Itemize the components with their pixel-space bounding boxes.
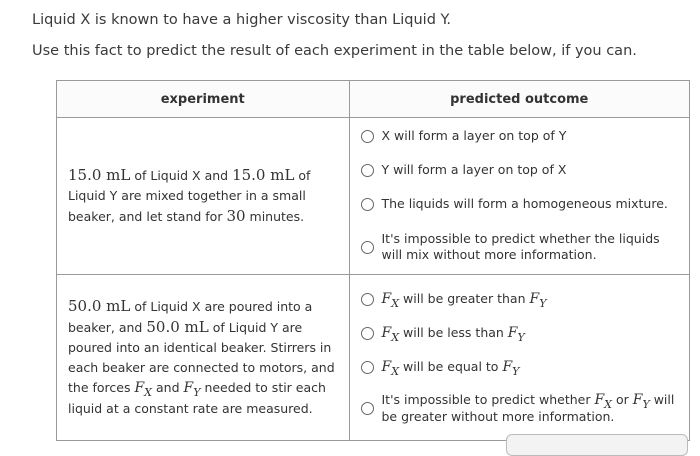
outcome-2-option-b[interactable]: FX will be less than FY	[351, 317, 689, 351]
outcome-1-cell	[349, 118, 690, 275]
intro-line-1: Liquid X is known to have a higher viscosity than Liquid Y.	[32, 12, 452, 28]
experiment-2-text: 50.0 mL of Liquid X are poured into a beaker, and 50.0 mL of Liquid Y are poured into an identical beaker. Stirrers in each beaker are connected to motors, and the forces FX and FY needed to stir each liquid at a constant rate are measured.	[68, 297, 335, 416]
bottom-panel-tab[interactable]	[506, 434, 688, 456]
experiment-1-cell	[57, 118, 350, 275]
outcome-1-option-a[interactable]: X will form a layer on top of Y	[351, 119, 689, 153]
table-header-row	[57, 81, 690, 118]
outcome-2-option-d[interactable]: It's impossible to predict whether FX or FY will be greater without more information.	[351, 385, 689, 433]
radio-button[interactable]	[361, 327, 374, 340]
radio-button[interactable]	[361, 241, 374, 254]
experiment-table	[56, 80, 690, 441]
radio-button[interactable]	[361, 130, 374, 143]
outcome-2-option-c[interactable]: FX will be equal to FY	[351, 351, 689, 385]
outcome-1-option-c[interactable]: The liquids will form a homogeneous mixture.	[351, 187, 689, 221]
outcome-2-cell	[349, 275, 690, 441]
radio-button[interactable]	[361, 293, 374, 306]
outcome-1-option-d[interactable]: It's impossible to predict whether the liquids will mix without more information.	[351, 221, 689, 273]
radio-button[interactable]	[361, 164, 374, 177]
table-row	[57, 275, 690, 441]
radio-button[interactable]	[361, 361, 374, 374]
outcome-1-option-b[interactable]: Y will form a layer on top of X	[351, 153, 689, 187]
intro-line-2: Use this fact to predict the result of each experiment in the table below, if you can.	[32, 43, 637, 59]
experiment-1-text: 15.0 mL of Liquid X and 15.0 mL of Liquid Y are mixed together in a small beaker, and let stand for 30 minutes.	[68, 166, 311, 225]
header-predicted-outcome: predicted outcome	[349, 81, 690, 118]
radio-button[interactable]	[361, 402, 374, 415]
table-row	[57, 118, 690, 275]
outcome-2-option-a[interactable]: FX will be greater than FY	[351, 283, 689, 317]
header-experiment: experiment	[57, 81, 350, 118]
radio-button[interactable]	[361, 198, 374, 211]
experiment-2-cell	[57, 275, 350, 441]
